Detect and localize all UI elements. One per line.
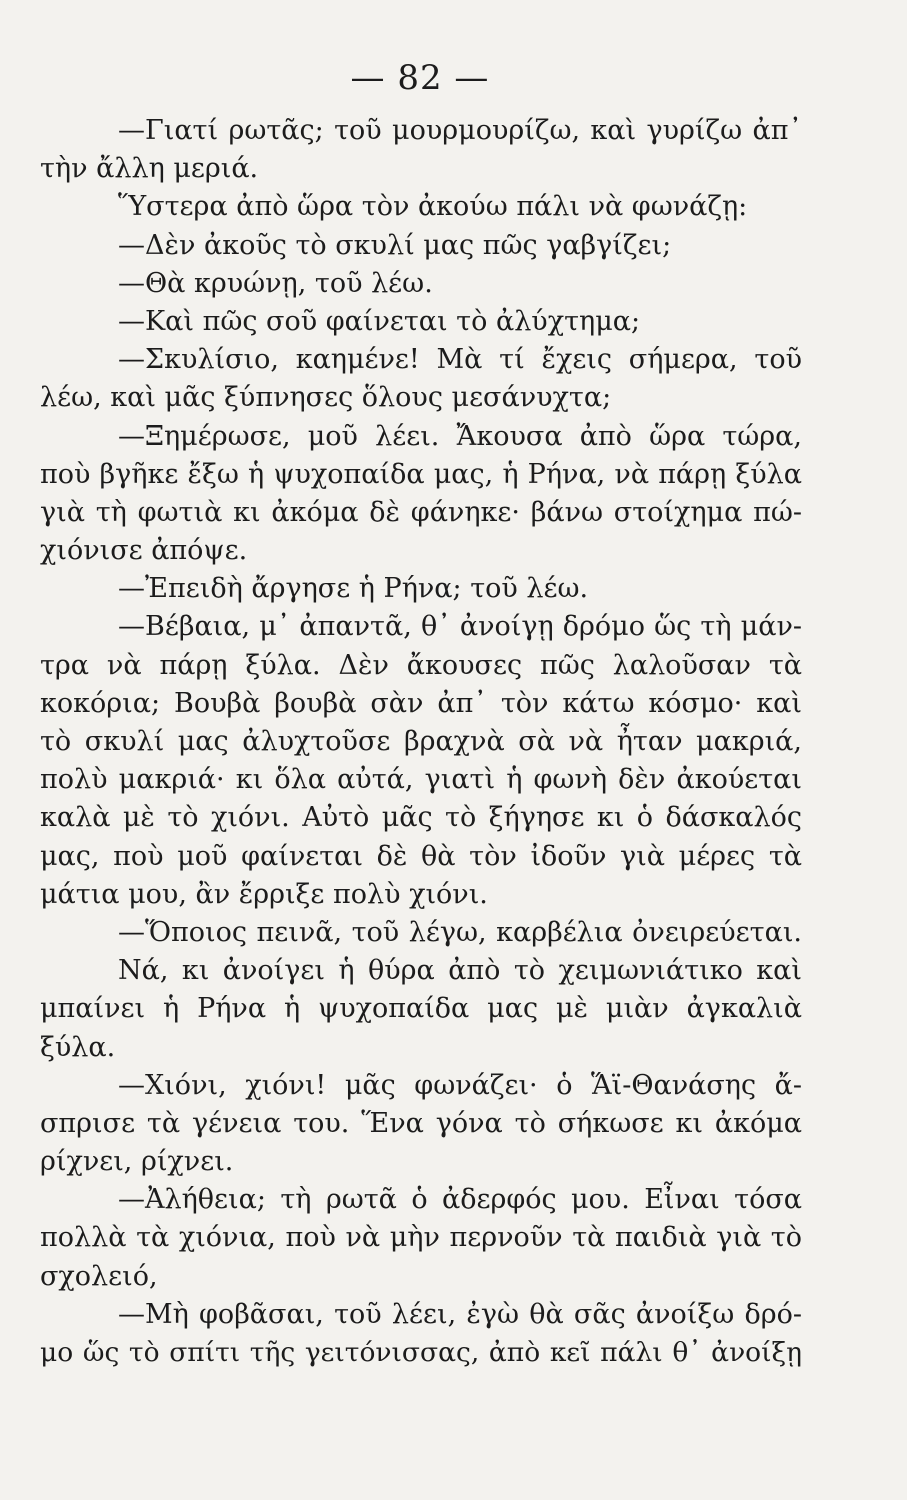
text-line: χιόνισε ἀπόψε.: [40, 535, 248, 567]
text-line: —Χιόνι, χιόνι! μᾶς φωνάζει· ὁ Ἅϊ-Θανάσης ἄ-: [118, 1069, 802, 1101]
text-line: μπαίνει ἡ Ρήνα ἡ ψυχοπαίδα μας μὲ μιὰν ἀγκαλιὰ: [40, 993, 802, 1025]
text-line: καλὰ μὲ τὸ χιόνι. Αὐτὸ μᾶς τὸ ξήγησε κι ὁ δάσκαλός: [40, 802, 802, 834]
text-line: ξύλα.: [40, 1031, 116, 1063]
text-line: —Δὲν ἀκοῦς τὸ σκυλί μας πῶς γαβγίζει;: [118, 229, 672, 261]
body-text: [40, 112, 802, 1372]
text-line: Νά, κι ἀνοίγει ἡ θύρα ἀπὸ τὸ χειμωνιάτικο καὶ: [118, 955, 802, 987]
text-line: γιὰ τὴ φωτιὰ κι ἀκόμα δὲ φάνηκε· βάνω στοίχημα πώ-: [40, 496, 802, 528]
text-line: —Ἀλήθεια; τὴ ρωτᾶ ὁ ἀδερφός μου. Εἶναι τόσα: [118, 1184, 802, 1216]
text-line: —Βέβαια, μ᾽ ἀπαντᾶ, θ᾽ ἀνοίγῃ δρόμο ὥς τὴ μάν-: [118, 611, 802, 643]
text-line: —Μὴ φοβᾶσαι, τοῦ λέει, ἐγὼ θὰ σᾶς ἀνοίξω δρό-: [118, 1298, 802, 1330]
text-line: κοκόρια; Βουβὰ βουβὰ σὰν ἀπ᾽ τὸν κάτω κόσμο· καὶ: [40, 687, 802, 719]
text-line: ρίχνει, ρίχνει.: [40, 1146, 234, 1178]
text-line: σχολειό,: [40, 1260, 158, 1292]
text-line: —Θὰ κρυώνῃ, τοῦ λέω.: [118, 267, 433, 299]
text-line: μο ὥς τὸ σπίτι τῆς γειτόνισσας, ἀπὸ κεῖ πάλι θ᾽ ἀνοίξῃ: [40, 1337, 802, 1368]
text-line: μάτια μου, ἂν ἔρριξε πολὺ χιόνι.: [40, 878, 488, 910]
text-line: πολλὰ τὰ χιόνια, ποὺ νὰ μὴν περνοῦν τὰ παιδιὰ γιὰ τὸ: [40, 1222, 802, 1254]
text-line: λέω, καὶ μᾶς ξύπνησες ὅλους μεσάνυχτα;: [40, 382, 612, 414]
text-line: Ὕστερα ἀπὸ ὥρα τὸν ἀκούω πάλι νὰ φωνάζῃ:: [118, 191, 748, 223]
text-line: —Ὅποιος πεινᾶ, τοῦ λέγω, καρβέλια ὀνειρεύεται.: [118, 916, 802, 948]
text-line: τρα νὰ πάρῃ ξύλα. Δὲν ἄκουσες πῶς λαλοῦσαν τὰ: [40, 649, 802, 681]
text-line: πολὺ μακριά· κι ὅλα αὐτά, γιατὶ ἡ φωνὴ δὲν ἀκούεται: [40, 764, 802, 796]
text-line: —Γιατί ρωτᾶς; τοῦ μουρμουρίζω, καὶ γυρίζω ἀπ᾽: [118, 115, 802, 146]
text-line: —Ξημέρωσε, μοῦ λέει. Ἄκουσα ἀπὸ ὥρα τώρα,: [118, 420, 802, 452]
text-line: μας, ποὺ μοῦ φαίνεται δὲ θὰ τὸν ἰδοῦν γιὰ μέρες τὰ: [40, 840, 802, 872]
text-line: τὴν ἄλλη μεριά.: [40, 153, 259, 185]
page-number: — 82 —: [350, 58, 490, 98]
text-line: —Ἐπειδὴ ἄργησε ἡ Ρήνα; τοῦ λέω.: [118, 573, 589, 605]
text-line: —Καὶ πῶς σοῦ φαίνεται τὸ ἀλύχτημα;: [118, 305, 641, 337]
text-line: ποὺ βγῆκε ἔξω ἡ ψυχοπαίδα μας, ἡ Ρήνα, νὰ πάρῃ ξύλα: [40, 458, 802, 490]
text-line: σπρισε τὰ γένεια του. Ἕνα γόνα τὸ σήκωσε κι ἀκόμα: [40, 1107, 802, 1139]
text-line: —Σκυλίσιο, καημένε! Μὰ τί ἔχεις σήμερα, τοῦ: [118, 344, 802, 376]
text-line: τὸ σκυλί μας ἀλυχτοῦσε βραχνὰ σὰ νὰ ἦταν μακριά,: [40, 726, 802, 757]
